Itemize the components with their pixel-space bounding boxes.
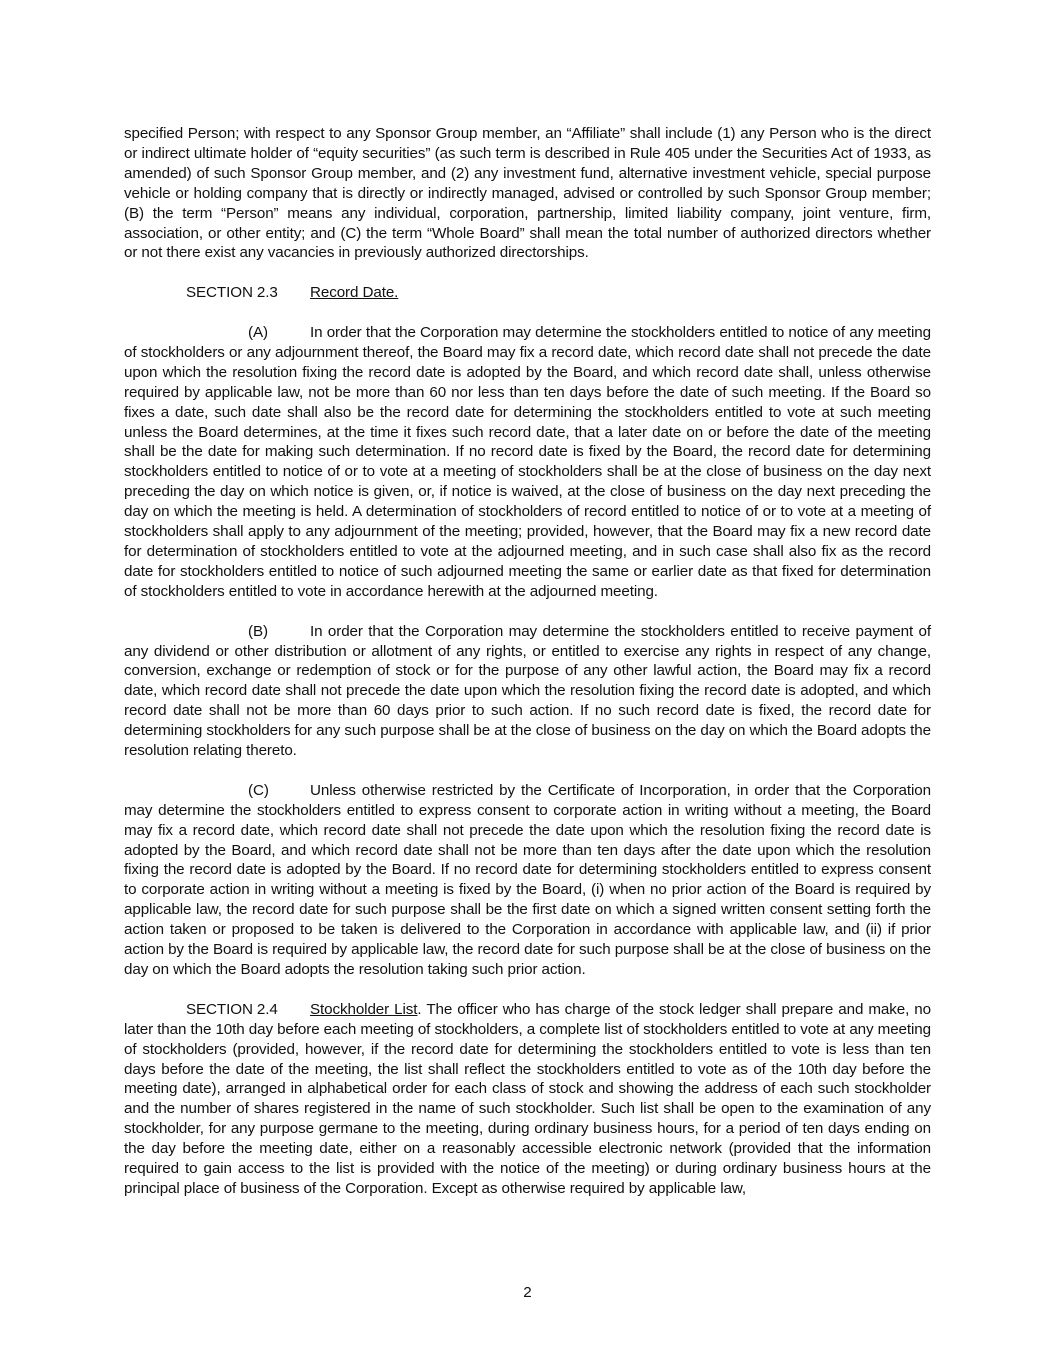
- subsection-label-c: (C): [248, 781, 269, 799]
- page-number: 2: [523, 1284, 532, 1301]
- section-2-3-c: [124, 781, 931, 980]
- section-2-3-heading: [124, 283, 931, 303]
- subsection-text-a: In order that the Corporation may determine the stockholders entitled to notice of any meeting of stockholders or any adjournment thereof, the Board may fix a record date, which record date shall not precede the date upon which the resolution fixing the record date is adopted by the Board, and which record date shall, unless otherwise required by applicable law, not be more than 60 nor less than ten days before the date of such meeting. If the Board so fixes a date, such date shall also be the record date for determining the stockholders entitled to vote at such meeting unless the Board determines, at the time it fixes such record date, that a later date on or before the date of the meeting shall be the date for making such determination. If no record date is fixed by the Board, the record date for determining stockholders entitled to notice of or to vote at a meeting of stockholders shall be at the close of business on the day next preceding the day on which notice is given, or, if notice is waived, at the close of business on the day next preceding the day on which the meeting is held. A determination of stockholders of record entitled to notice of or to vote at a meeting of stockholders shall apply to any adjournment of the meeting; provided, however, that the Board may fix a new record date for determination of stockholders entitled to vote at the adjourned meeting, and in such case shall also fix as the record date for stockholders entitled to notice of such adjourned meeting the same or earlier date as that fixed for determination of stockholders entitled to vote in accordance herewith at the adjourned meeting.: [124, 324, 931, 600]
- intro-paragraph: specified Person; with respect to any Sponsor Group member, an “Affiliate” shall include (1) any Person who is the direct or indirect ultimate holder of “equity securities” (as such term is described in Rule 405 under the Securities Act of 1933, as amended) of such Sponsor Group member, and (2) any investment fund, alternative investment vehicle, special purpose vehicle or holding company that is directly or indirectly managed, advised or controlled by such Sponsor Group member; (B) the term “Person” means any individual, corporation, partnership, limited liability company, joint venture, firm, association, or other entity; and (C) the term “Whole Board” shall mean the total number of authorized directors whether or not there exist any vacancies in previously authorized directorships.: [124, 125, 931, 262]
- section-2-4-text: The officer who has charge of the stock ledger shall prepare and make, no later than the 10th day before each meeting of stockholders, a complete list of stockholders entitled to vote at any meeting of stockholders (provided, however, if the record date for determining the stockholders entitled to vote is less than ten days before the date of the meeting, the list shall reflect the stockholders entitled to vote as of the 10th day before the meeting date), arranged in alphabetical order for each class of stock and showing the address of each such stockholder and the number of shares registered in the name of such stockholder. Such list shall be open to the examination of any stockholder, for any purpose germane to the meeting, during ordinary business hours, for a period of ten days ending on the day before the meeting date, either on a reasonably accessible electronic network (provided that the information required to gain access to the list is provided with the notice of the meeting) or during ordinary business hours at the principal place of business of the Corporation. Except as otherwise required by applicable law,: [124, 1000, 931, 1197]
- section-2-4-title: Stockholder List: [310, 1000, 418, 1018]
- subsection-label-a: (A): [248, 324, 268, 342]
- section-2-3-b: [124, 622, 931, 761]
- subsection-text-c: Unless otherwise restricted by the Certificate of Incorporation, in order that the Corporation may determine the stockholders entitled to express consent to corporate action in writing without a meeting, the Board may fix a record date, which record date shall not precede the date upon which the resolution fixing the record date is adopted by the Board, and which record date shall not be more than ten days after the date upon which the resolution fixing the record date is adopted by the Board. If no record date for determining stockholders entitled to express consent to corporate action in writing without a meeting is fixed by the Board, (i) when no prior action of the Board is required by applicable law, the record date for such purpose shall be the first date on which a signed written consent setting forth the action taken or proposed to be taken is delivered to the Corporation in accordance with applicable law, and (ii) if prior action by the Board is required by applicable law, the record date for such purpose shall be at the close of business on the day on which the Board adopts the resolution taking such prior action.: [124, 781, 931, 978]
- section-2-4-title-suffix: .: [417, 1000, 422, 1018]
- subsection-text-b: In order that the Corporation may determine the stockholders entitled to receive payment of any dividend or other distribution or allotment of any rights, or entitled to exercise any rights in respect of any change, conversion, exchange or redemption of stock or for the purpose of any other lawful action, the Board may fix a record date, which record date shall not precede the date upon which the resolution fixing the record date is adopted, and which record date shall not be more than 60 days prior to such action. If no such record date is fixed, the record date for determining stockholders for any such purpose shall be at the close of business on the day on which the Board adopts the resolution relating thereto.: [124, 622, 931, 760]
- document-body: [124, 124, 931, 1199]
- section-2-3-a: [124, 323, 931, 602]
- section-2-3-number: SECTION 2.3: [186, 284, 278, 302]
- section-2-4: [124, 1000, 931, 1199]
- section-2-4-number: SECTION 2.4: [186, 1000, 278, 1018]
- section-2-3-title: Record Date.: [310, 284, 399, 302]
- subsection-label-b: (B): [248, 622, 268, 640]
